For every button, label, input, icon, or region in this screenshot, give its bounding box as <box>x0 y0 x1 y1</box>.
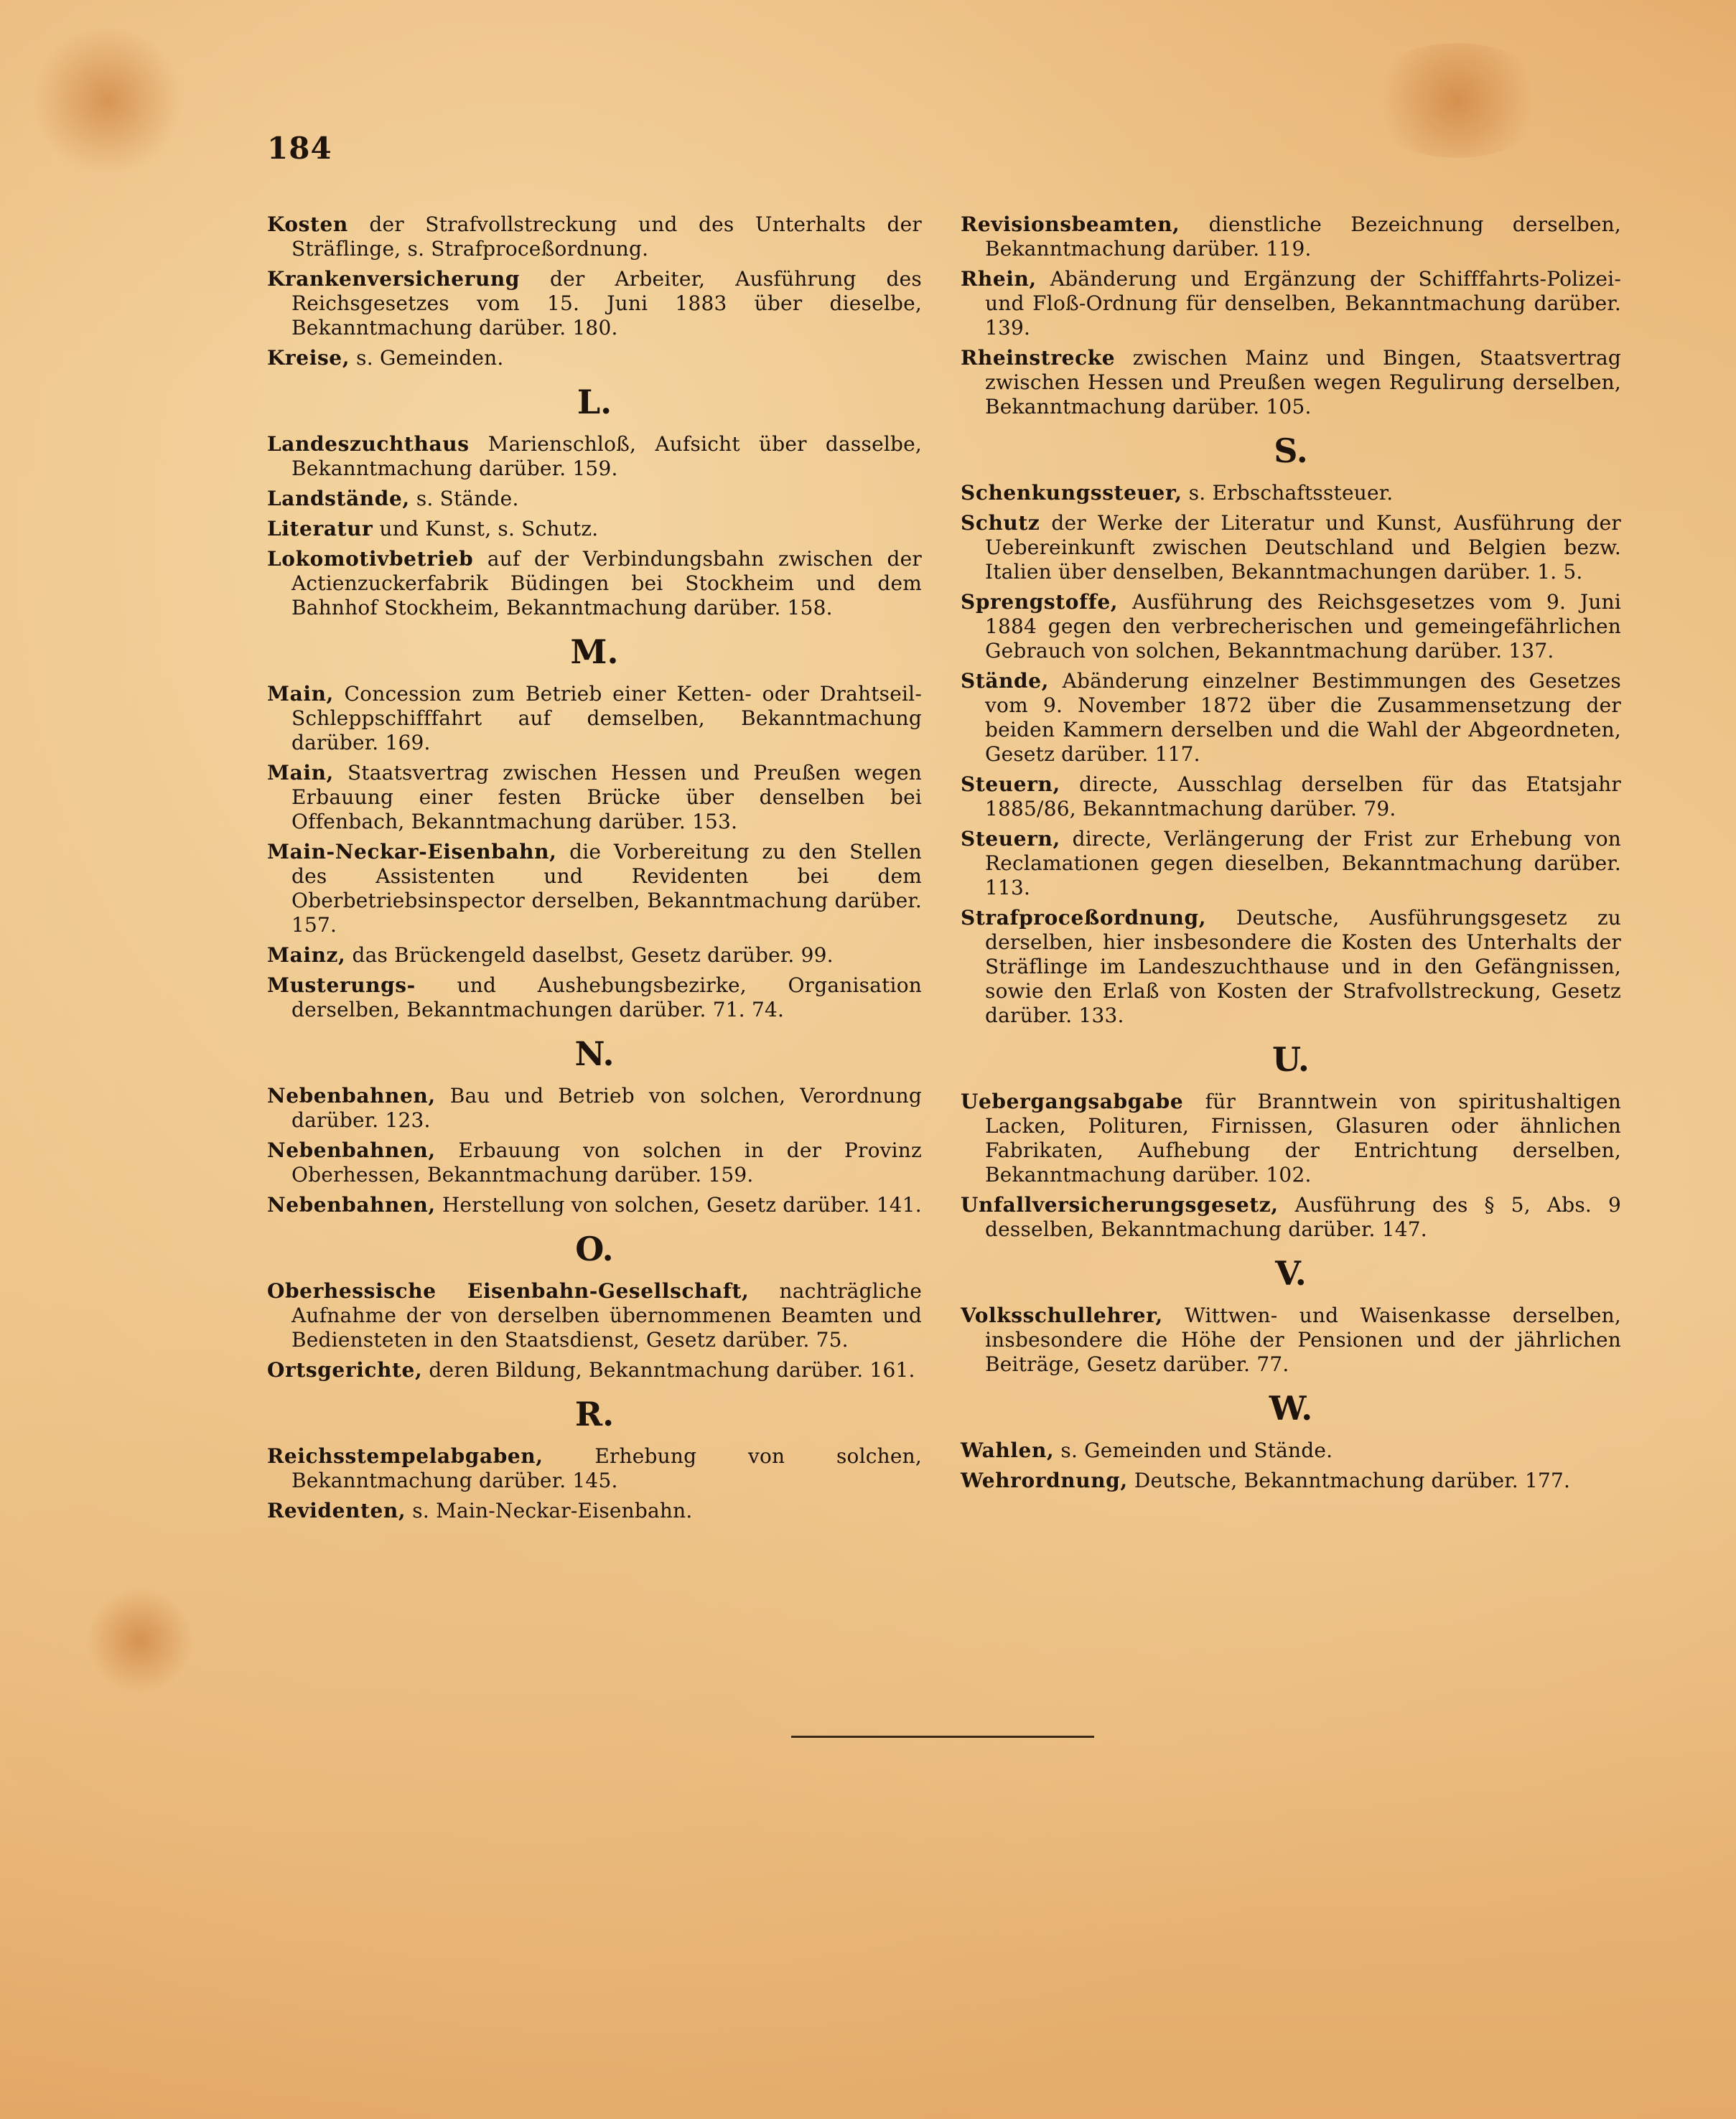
entry-keyword: Nebenbahnen, <box>267 1193 436 1217</box>
page-number: 184 <box>267 131 332 166</box>
entry-keyword: Landeszuchthaus <box>267 432 470 456</box>
entry-keyword: Literatur <box>267 517 373 541</box>
entry-text: zwischen Mainz und Bingen, Staatsvertrag zwischen Hessen und Preußen wegen Regulirung derselben, Bekanntmachung darüber. 105. <box>985 346 1621 418</box>
index-entry <box>961 267 1621 340</box>
index-entry <box>267 267 922 340</box>
entry-text: Staatsvertrag zwischen Hessen und Preußen wegen Erbauung einer festen Brücke über denselben bei Offenbach, Bekanntmachung darüber. 153. <box>291 761 922 833</box>
index-entry <box>961 827 1621 900</box>
entry-keyword: Kosten <box>267 212 348 236</box>
entry-keyword: Schenkungssteuer, <box>961 481 1182 505</box>
section-letter: R. <box>574 1395 615 1433</box>
entry-text: Wittwen- und Waisenkasse derselben, insbesondere die Höhe der Pensionen und der jährlichen Beiträge, Gesetz darüber. 77. <box>985 1304 1621 1376</box>
index-entry <box>267 1444 922 1493</box>
entry-keyword: Steuern, <box>961 772 1060 796</box>
index-entry <box>961 481 1621 505</box>
entry-keyword: Ortsgerichte, <box>267 1358 423 1382</box>
paper-stain <box>86 1586 194 1694</box>
index-entry <box>267 1138 922 1187</box>
entry-keyword: Sprengstoffe, <box>961 590 1119 614</box>
entry-keyword: Mainz, <box>267 943 346 967</box>
entry-keyword: Oberhessische Eisenbahn-Gesellschaft, <box>267 1279 750 1303</box>
entry-text: auf der Verbindungsbahn zwischen der Actienzuckerfabrik Büdingen bei Stockheim und dem Bahnhof Stockheim, Bekanntmachung darüber. 158. <box>291 547 922 619</box>
entry-text: Herstellung von solchen, Gesetz darüber. 141. <box>435 1193 922 1217</box>
index-entry <box>267 1279 922 1352</box>
entry-text: directe, Verlängerung der Frist zur Erhebung von Reclamationen gegen dieselben, Bekanntmachung darüber. 113. <box>985 827 1621 899</box>
entry-text: Deutsche, Bekanntmachung darüber. 177. <box>1127 1469 1571 1492</box>
index-entry <box>267 1193 922 1217</box>
entry-keyword: Nebenbahnen, <box>267 1138 436 1162</box>
index-entry <box>267 517 922 541</box>
entry-keyword: Wehrordnung, <box>961 1469 1128 1492</box>
entry-text: deren Bildung, Bekanntmachung darüber. 161. <box>422 1358 915 1382</box>
index-entry <box>961 590 1621 663</box>
index-entry <box>267 1358 922 1383</box>
entry-keyword: Nebenbahnen, <box>267 1084 436 1108</box>
entry-keyword: Strafproceßordnung, <box>961 906 1207 930</box>
paper-stain <box>29 29 187 172</box>
entry-text: Erbauung von solchen in der Provinz Oberhessen, Bekanntmachung darüber. 159. <box>291 1138 922 1187</box>
index-entry <box>961 1439 1621 1463</box>
entry-keyword: Main-Neckar-Eisenbahn, <box>267 840 557 864</box>
entry-text: für Branntwein von spiritushaltigen Lacken, Polituren, Firnissen, Glasuren oder ähnlichen Fabrikaten, Aufhebung der Entrichtung derselben, Bekanntmachung darüber. 102. <box>985 1090 1621 1187</box>
entry-text: Abänderung und Ergänzung der Schifffahrts-Polizei- und Floß-Ordnung für denselben, Bekanntmachung darüber. 139. <box>985 267 1621 340</box>
entry-text: dienstliche Bezeichnung derselben, Bekanntmachung darüber. 119. <box>985 212 1621 261</box>
index-entry <box>961 669 1621 767</box>
entry-text: und Kunst, s. Schutz. <box>373 517 599 541</box>
entry-keyword: Uebergangsabgabe <box>961 1090 1184 1113</box>
entry-text: und Aushebungsbezirke, Organisation derselben, Bekanntmachungen darüber. 71. 74. <box>291 973 922 1021</box>
entry-text: s. Gemeinden und Stände. <box>1054 1439 1333 1462</box>
entry-keyword: Krankenversicherung <box>267 267 521 291</box>
section-letter: M. <box>570 632 619 671</box>
entry-keyword: Wahlen, <box>961 1439 1055 1462</box>
entry-text: s. Gemeinden. <box>350 346 504 370</box>
entry-text: s. Erbschaftssteuer. <box>1182 481 1394 505</box>
index-entry <box>267 1499 922 1523</box>
section-letter: L. <box>577 383 612 421</box>
index-entry <box>267 943 922 968</box>
entry-keyword: Musterungs- <box>267 973 416 997</box>
index-entry <box>267 973 922 1022</box>
index-entry <box>961 511 1621 584</box>
entry-keyword: Reichsstempelabgaben, <box>267 1444 543 1468</box>
entry-text: Erhebung von solchen, Bekanntmachung darüber. 145. <box>291 1444 922 1492</box>
entry-keyword: Rheinstrecke <box>961 346 1116 370</box>
entry-text: der Strafvollstreckung und des Unterhalts der Sträflinge, s. Strafproceßordnung. <box>291 212 922 261</box>
paper-stain <box>1364 43 1551 158</box>
entry-keyword: Steuern, <box>961 827 1060 851</box>
entry-keyword: Rhein, <box>961 267 1037 291</box>
entry-keyword: Lokomotivbetrieb <box>267 547 474 571</box>
entry-text: s. Main-Neckar-Eisenbahn. <box>406 1499 693 1522</box>
entry-text: nachträgliche Aufnahme der von derselben übernommenen Beamten und Bediensteten in den Staatsdienst, Gesetz darüber. 75. <box>291 1279 922 1352</box>
entry-text: Bau und Betrieb von solchen, Verordnung darüber. 123. <box>291 1084 922 1132</box>
entry-keyword: Main, <box>267 761 334 785</box>
index-entry <box>961 772 1621 821</box>
index-entry <box>961 1469 1621 1493</box>
entry-text: Deutsche, Ausführungsgesetz zu derselben, hier insbesondere die Kosten des Unterhalts der Sträflinge im Landeszuchthause und in den Gefängnissen, sowie den Erlaß von Kosten der Strafvollstreckung, Gesetz darüber. 133. <box>985 906 1621 1027</box>
entry-text: Concession zum Betrieb einer Ketten- oder Drahtseil-Schleppschifffahrt auf demselben, Bekanntmachung darüber. 169. <box>291 682 922 754</box>
entry-keyword: Revidenten, <box>267 1499 406 1522</box>
index-entry <box>961 1193 1621 1242</box>
end-rule <box>791 1736 1094 1738</box>
section-letter: U. <box>1272 1040 1310 1079</box>
index-entry <box>267 1084 922 1133</box>
section-letter: W. <box>1269 1389 1313 1428</box>
section-letter: V. <box>1275 1254 1307 1293</box>
entry-keyword: Kreise, <box>267 346 350 370</box>
entry-keyword: Schutz <box>961 511 1040 535</box>
index-entry <box>267 346 922 370</box>
index-entry <box>961 1090 1621 1187</box>
index-entry <box>267 547 922 620</box>
entry-keyword: Volksschullehrer, <box>961 1304 1163 1327</box>
entry-keyword: Landstände, <box>267 487 410 510</box>
index-entry <box>267 761 922 834</box>
entry-text: der Werke der Literatur und Kunst, Ausführung der Uebereinkunft zwischen Deutschland und Belgien bezw. Italien über denselben, Bekanntmachungen darüber. 1. 5. <box>985 511 1621 584</box>
index-column-right <box>961 212 1621 1499</box>
entry-text: das Brückengeld daselbst, Gesetz darüber. 99. <box>345 943 834 967</box>
index-entry <box>961 212 1621 261</box>
index-entry <box>267 212 922 261</box>
index-entry <box>961 346 1621 419</box>
entry-text: Ausführung des § 5, Abs. 9 desselben, Bekanntmachung darüber. 147. <box>985 1193 1621 1241</box>
section-letter: O. <box>575 1230 614 1268</box>
entry-text: die Vorbereitung zu den Stellen des Assistenten und Revidenten bei dem Oberbetriebsinspector derselben, Bekanntmachung darüber. 157. <box>291 840 922 937</box>
index-entry <box>267 682 922 755</box>
entry-keyword: Unfallversicherungsgesetz, <box>961 1193 1279 1217</box>
entry-text: s. Stände. <box>409 487 519 510</box>
section-letter: S. <box>1274 431 1308 470</box>
entry-text: directe, Ausschlag derselben für das Etatsjahr 1885/86, Bekanntmachung darüber. 79. <box>985 772 1621 820</box>
entry-text: der Arbeiter, Ausführung des Reichsgesetzes vom 15. Juni 1883 über dieselbe, Bekanntmachung darüber. 180. <box>291 267 922 340</box>
entry-text: Marienschloß, Aufsicht über dasselbe, Bekanntmachung darüber. 159. <box>291 432 922 480</box>
entry-keyword: Revisionsbeamten, <box>961 212 1180 236</box>
index-entry <box>961 906 1621 1028</box>
entry-text: Ausführung des Reichsgesetzes vom 9. Juni 1884 gegen den verbrecherischen und gemeingefährlichen Gebrauch von solchen, Bekanntmachung darüber. 137. <box>985 590 1621 663</box>
entry-keyword: Stände, <box>961 669 1049 693</box>
index-entry <box>267 840 922 937</box>
index-entry <box>961 1304 1621 1377</box>
section-letter: N. <box>574 1034 615 1073</box>
index-column-left <box>267 212 922 1529</box>
index-entry <box>267 487 922 511</box>
index-entry <box>267 432 922 481</box>
entry-keyword: Main, <box>267 682 334 706</box>
entry-text: Abänderung einzelner Bestimmungen des Gesetzes vom 9. November 1872 über die Zusammensetzung der beiden Kammern derselben und die Wahl der Abgeordneten, Gesetz darüber. 117. <box>985 669 1621 766</box>
